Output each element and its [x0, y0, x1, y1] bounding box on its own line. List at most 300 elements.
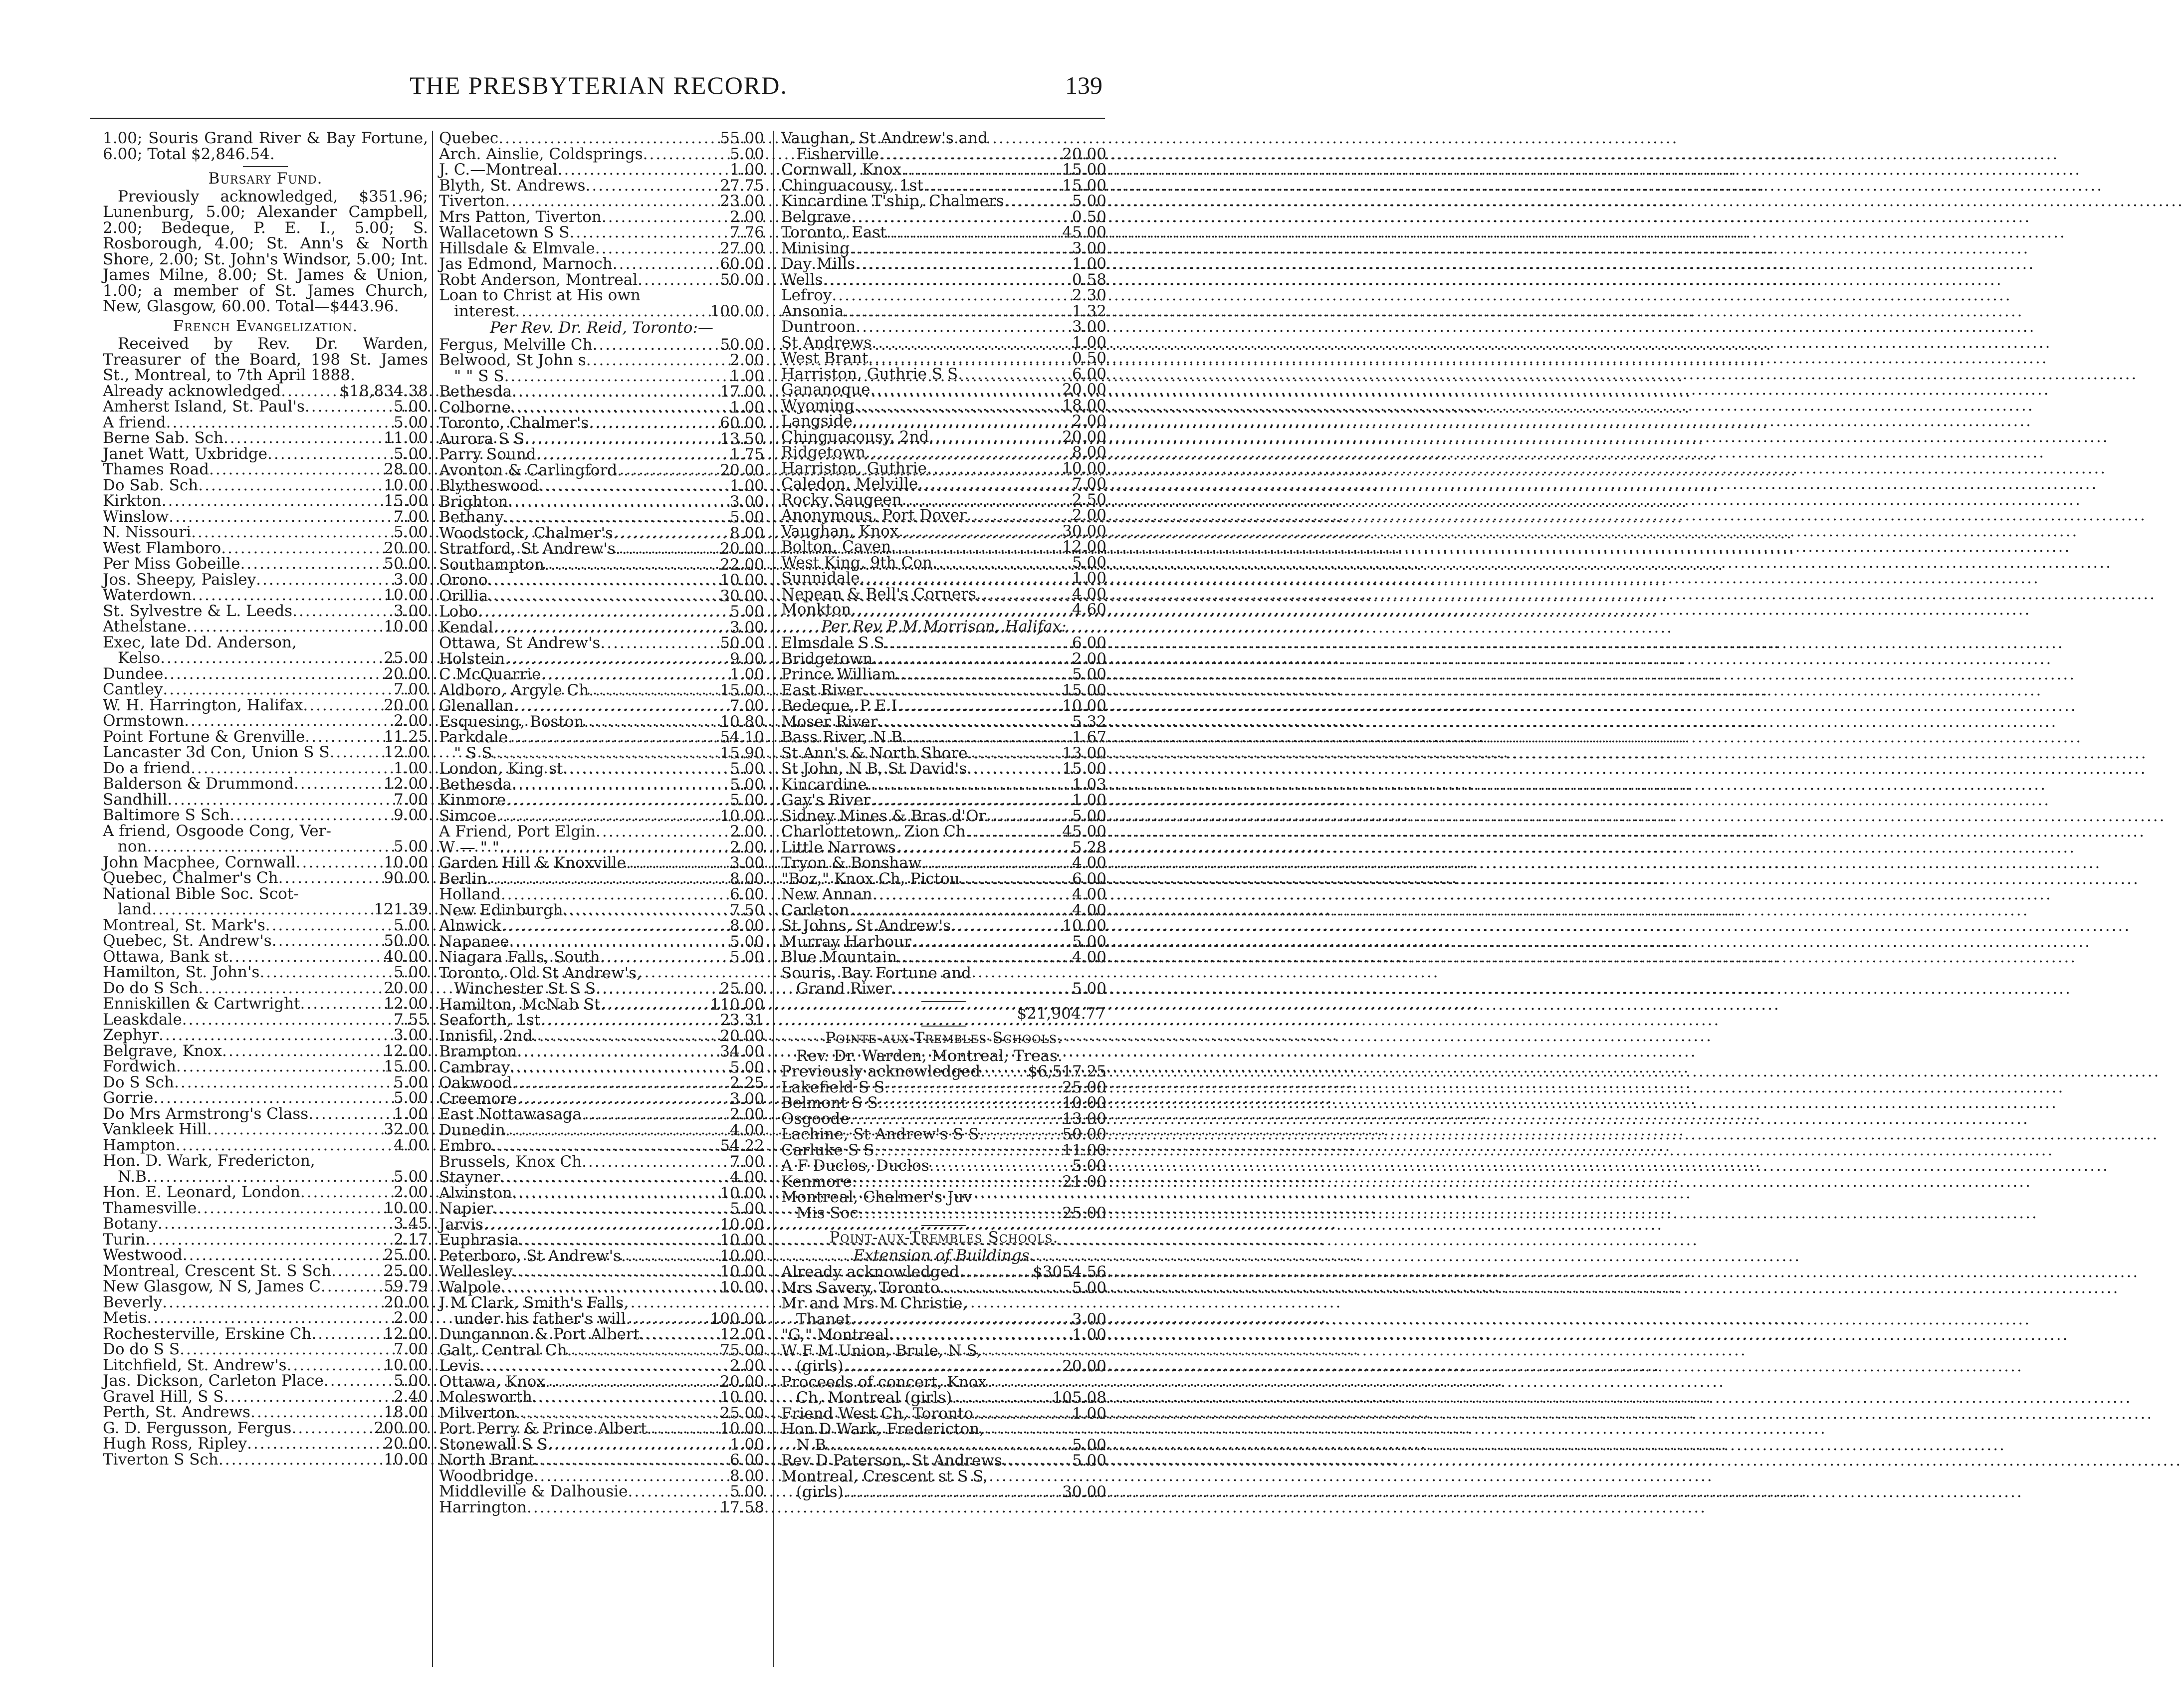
contributor-name: Gay's River: [781, 791, 871, 809]
contribution-amount: 12.00: [384, 775, 428, 793]
contribution-amount: 1.00: [729, 1435, 764, 1454]
contribution-row: [439, 918, 764, 934]
contribution-amount: 2.00: [729, 838, 764, 856]
contribution-amount: 22.00: [720, 555, 764, 574]
dot-leader: [980, 1064, 1026, 1080]
dot-leader: [512, 384, 706, 400]
contribution-amount: 10.00: [1062, 697, 1106, 715]
dot-leader: [487, 871, 706, 887]
contribution-amount: 50.00: [720, 634, 764, 652]
contribution-row: [781, 635, 1106, 651]
dot-leader: [493, 1201, 706, 1217]
dot-leader: [874, 1143, 1049, 1159]
dot-leader: [595, 241, 706, 257]
dot-leader: [596, 824, 706, 840]
contribution-row: [439, 447, 764, 463]
dot-leader: [539, 478, 706, 494]
contributor-name: Rochesterville, Erskine Ch: [103, 1324, 312, 1343]
contribution-amount: 105.08: [1052, 1389, 1106, 1407]
contribution-row: [439, 730, 764, 746]
contributor-name: Sunnidale: [781, 569, 860, 587]
contributor-name: Leaskdale: [103, 1010, 182, 1029]
contributor-name: "G," Montreal: [781, 1326, 889, 1344]
contribution-amount: 5.00: [393, 398, 428, 416]
contribution-amount: 50.00: [720, 335, 764, 354]
dot-leader: [873, 887, 1049, 903]
page-title: THE PRESBYTERIAN RECORD.: [410, 71, 788, 99]
contribution-row: [439, 1201, 764, 1217]
contribution-row: [103, 808, 428, 824]
contributor-name: Belgrave: [781, 208, 852, 226]
contributor-name: Point Fortune & Grenville: [103, 727, 305, 746]
contribution-amount: 4.60: [1072, 601, 1106, 619]
contribution-amount: 7.00: [393, 507, 428, 526]
dot-leader: [187, 619, 370, 635]
contribution-amount: 3.00: [729, 1089, 764, 1108]
dot-leader: [515, 304, 706, 320]
contribution-row: [439, 651, 764, 667]
contribution-amount: 4.00: [1072, 948, 1106, 966]
contributor-name: Botany: [103, 1215, 158, 1233]
dot-leader: [586, 353, 706, 369]
contributor-name: Wells: [781, 270, 823, 289]
contribution-row: [781, 194, 1106, 210]
contribution-row: [781, 445, 1106, 461]
contributor-name: Toronto, Chalmer's: [439, 414, 589, 432]
contribution-amount: 2.00: [393, 712, 428, 730]
contribution-amount: 5.00: [729, 508, 764, 526]
contribution-amount: 10.00: [1062, 1094, 1106, 1112]
dot-leader: [584, 714, 706, 730]
contributor-name: Wallacetown S S: [439, 223, 570, 241]
contribution-row: [439, 1091, 764, 1107]
contributor-name: Kinmore: [439, 791, 506, 809]
contributor-name: J. C.—Montreal: [439, 161, 558, 179]
dot-leader: [540, 1013, 706, 1029]
contribution-row: [103, 1295, 428, 1311]
dot-leader: [308, 1106, 370, 1122]
contribution-row: [103, 1012, 428, 1028]
contributor-name: Euphrasia: [439, 1231, 519, 1249]
contribution-amount: 59.79: [384, 1277, 428, 1295]
contribution-row: [781, 1280, 1106, 1296]
contribution-amount: 1.00: [1072, 333, 1106, 352]
contribution-row: [103, 965, 428, 981]
contributor-name: Mis Soc: [796, 1204, 859, 1222]
contribution-row: [781, 981, 1106, 997]
dot-leader: [514, 698, 706, 714]
dot-leader: [267, 446, 370, 462]
dot-leader: [647, 1421, 706, 1437]
contribution-amount: 6.00: [1072, 365, 1106, 383]
dot-leader: [160, 650, 370, 666]
contributor-name: Colborne: [439, 398, 511, 417]
dot-leader: [866, 445, 1049, 461]
contributor-name: West Flamboro: [103, 539, 221, 557]
contribution-row: [103, 698, 428, 714]
contribution-row: [439, 1107, 764, 1123]
contribution-row: [103, 1342, 428, 1358]
dot-leader: [851, 1312, 1049, 1328]
dot-leader: [147, 1310, 370, 1326]
contribution-row: [781, 1375, 1106, 1391]
contribution-row: [781, 793, 1106, 809]
dot-leader: [191, 525, 370, 541]
contribution-row: [103, 1028, 428, 1044]
contribution-amount: 20.00: [1062, 381, 1106, 399]
contribution-row: [103, 604, 428, 620]
contribution-amount: 5.00: [729, 948, 764, 966]
dot-leader: [191, 761, 370, 777]
dot-leader: [247, 1436, 370, 1452]
section-rule: [921, 1026, 966, 1027]
contributor-name: A Friend, Port Elgin: [439, 823, 596, 841]
contributor-name: Orono: [439, 571, 488, 589]
contribution-row: [103, 1201, 428, 1217]
contributor-name: Bolton, Caven: [781, 538, 891, 556]
contribution-amount: 1.00: [1072, 255, 1106, 273]
contribution-amount: 13.00: [1062, 1109, 1106, 1128]
contributor-name: Duntroon: [781, 318, 856, 336]
contributor-name: West King, 9th Con: [781, 553, 932, 572]
dot-leader: [582, 1107, 706, 1123]
dot-leader: [167, 792, 370, 808]
dot-leader: [488, 589, 706, 605]
dot-leader: [513, 1264, 706, 1280]
contribution-row: [103, 384, 428, 400]
dot-leader: [505, 651, 706, 667]
contributor-name: Glenallan: [439, 697, 514, 715]
dot-leader: [480, 1358, 706, 1374]
contribution-amount: 5.00: [1072, 807, 1106, 825]
contribution-amount: 5.00: [729, 775, 764, 794]
contributor-name: Thamesville: [103, 1199, 197, 1217]
contributor-name: Walpole: [439, 1278, 501, 1296]
dot-leader: [499, 840, 706, 856]
contributor-name: Mrs Patton, Tiverton: [439, 208, 602, 226]
dot-leader: [951, 918, 1049, 934]
contributor-name: Esquesing, Boston: [439, 712, 584, 731]
dot-leader: [501, 918, 706, 934]
contribution-row: [103, 619, 428, 635]
contribution-amount: 4.00: [393, 1136, 428, 1154]
contribution-row: [439, 288, 764, 304]
contribution-row: [781, 147, 1106, 163]
dot-leader: [976, 587, 1049, 603]
contribution-amount: 27.00: [720, 239, 764, 257]
contribution-list: [781, 131, 1106, 618]
dot-leader: [932, 555, 1049, 571]
contribution-row: [781, 304, 1106, 320]
dot-leader: [498, 131, 706, 147]
contribution-amount: 7.55: [393, 1010, 428, 1029]
contributor-name: Lancaster 3d Con, Union S S: [103, 743, 330, 761]
contribution-row: [439, 1170, 764, 1186]
contribution-amount: 10.00: [720, 1247, 764, 1265]
contributor-name: Ch, Montreal (girls): [796, 1389, 952, 1407]
contributor-name: East River: [781, 681, 863, 699]
dot-leader: [159, 1028, 370, 1044]
dot-leader: [512, 1186, 706, 1202]
contribution-amount: 10.00: [384, 1199, 428, 1217]
contribution-amount: 12.00: [720, 1325, 764, 1343]
contribution-amount: 7.00: [729, 697, 764, 715]
contributor-name: interest: [454, 302, 515, 320]
dot-leader: [868, 351, 1049, 367]
contribution-row: [439, 573, 764, 589]
dot-leader: [505, 194, 706, 210]
dot-leader: [596, 981, 706, 997]
dot-leader: [536, 447, 706, 463]
contribution-row: [439, 1343, 764, 1359]
contributor-name: Levis: [439, 1357, 480, 1375]
contribution-amount: 5.00: [729, 1058, 764, 1076]
contribution-row: [103, 509, 428, 525]
contribution-amount: 90.00: [384, 869, 428, 887]
contributor-name: Port Perry & Prince Albert: [439, 1420, 647, 1438]
contribution-amount: 3.00: [1072, 1310, 1106, 1328]
contribution-amount: 20.00: [384, 696, 428, 714]
contribution-row: [781, 1111, 1106, 1127]
contribution-row: [439, 589, 764, 605]
dot-leader: [589, 683, 706, 699]
contributor-name: Mr and Mrs M Christie,: [781, 1294, 968, 1312]
dot-leader: [508, 730, 706, 746]
dot-leader: [849, 903, 1049, 919]
dot-leader: [856, 319, 1049, 335]
contribution-amount: 2.17: [393, 1230, 428, 1249]
contributor-name: Quebec, Chalmer's Ch: [103, 869, 278, 887]
contribution-amount: 12.00: [1062, 538, 1106, 556]
dot-leader: [986, 809, 1049, 825]
contributor-name: Rocky Saugeen: [781, 490, 902, 509]
contribution-amount: 20.00: [1062, 145, 1106, 163]
contribution-amount: 7.00: [1072, 475, 1106, 493]
contributor-name: Lobo: [439, 603, 478, 621]
dot-leader: [884, 1080, 1049, 1096]
contributor-name: Avonton & Carlingford: [439, 461, 618, 479]
dot-leader: [221, 541, 370, 557]
contribution-amount: 4.00: [729, 1168, 764, 1186]
contribution-amount: 7.76: [729, 223, 764, 241]
contribution-row: [439, 1390, 764, 1406]
contributor-name: Cambray: [439, 1058, 510, 1076]
dot-leader: [545, 1374, 706, 1390]
dot-leader: [517, 1044, 706, 1060]
contribution-row: [781, 335, 1106, 351]
dot-leader: [517, 1091, 706, 1107]
dot-leader: [911, 934, 1049, 950]
contribution-amount: 25.00: [384, 1262, 428, 1280]
dot-leader: [303, 698, 370, 714]
contribution-amount: 28.00: [384, 460, 428, 478]
morrison-halifax-subheading: Per Rev P M Morrison, Halifax:: [821, 617, 1067, 635]
contribution-row: [103, 1452, 428, 1468]
contribution-amount: 25.00: [1062, 1204, 1106, 1222]
contribution-row: [103, 1153, 428, 1169]
dot-leader: [541, 667, 706, 683]
dot-leader: [854, 398, 1049, 414]
contribution-row: [439, 1374, 764, 1390]
contribution-amount: 10.00: [720, 1231, 764, 1249]
contribution-row: [103, 588, 428, 604]
dot-leader: [224, 1389, 370, 1405]
contribution-row: [781, 1327, 1106, 1343]
contribution-row: [781, 1343, 1106, 1359]
contribution-amount: 2.00: [729, 823, 764, 841]
contributor-name: Carleton: [781, 901, 850, 919]
contribution-amount: 5.00: [393, 963, 428, 981]
contribution-row: [781, 476, 1106, 492]
french-evangelization-text: Received by Rev. Dr. Warden, Treasurer of the Board, 198 St. James St., Montreal, to 7th April 1888.: [103, 335, 428, 384]
dot-leader: [979, 1127, 1049, 1143]
contribution-amount: 15.00: [1062, 760, 1106, 778]
contribution-row: [439, 1138, 764, 1154]
contribution-amount: 6.00: [729, 885, 764, 903]
contribution-amount: 5.00: [729, 791, 764, 809]
dot-leader: [281, 384, 337, 400]
dot-leader: [884, 635, 1049, 651]
contributor-name: Embro: [439, 1137, 492, 1155]
contributor-name: Hon. D. Wark, Fredericton,: [103, 1152, 315, 1170]
contribution-row: [781, 429, 1106, 445]
contribution-amount: 20.00: [720, 540, 764, 558]
dot-leader: [897, 698, 1049, 714]
contribution-amount: 5.32: [1072, 712, 1106, 731]
contribution-row: [103, 1169, 428, 1185]
dot-leader: [163, 682, 370, 698]
contribution-row: [781, 698, 1106, 714]
contributor-name: Moser River: [781, 712, 878, 731]
contribution-row: [439, 162, 764, 178]
contribution-amount: 34.00: [720, 1043, 764, 1060]
dot-leader: [534, 1453, 706, 1469]
contribution-amount: 1.00: [729, 367, 764, 385]
dot-leader: [198, 981, 370, 997]
contributor-name: St John, N B, St David's: [781, 760, 967, 778]
contribution-row: [439, 997, 764, 1013]
contributor-name: Winchester St S S: [454, 980, 596, 998]
contributor-name: New Glasgow, N S, James C: [103, 1277, 321, 1295]
contributor-name: St Ann's & North Shore: [781, 744, 968, 762]
contributor-name: Bass River, N B: [781, 728, 902, 746]
contribution-amount: 1.00: [1072, 569, 1106, 587]
contributor-name: Do a friend: [103, 759, 191, 777]
contribution-row: [781, 1359, 1106, 1375]
contribution-row: [103, 1264, 428, 1279]
contributor-name: Hamilton, McNab St: [439, 995, 601, 1014]
contribution-row: [103, 666, 428, 682]
treasurer-line: Rev. Dr. Warden, Montreal, Treas.: [796, 1047, 1063, 1065]
contribution-row: [103, 541, 428, 557]
contributor-name: London, King st: [439, 760, 563, 778]
contributor-name: Orillia: [439, 587, 488, 605]
dot-leader: [844, 1359, 1049, 1375]
dot-leader: [929, 429, 1049, 445]
contribution-amount: 10.00: [720, 1388, 764, 1406]
dot-leader: [844, 304, 1049, 320]
contribution-amount: 5.00: [729, 1482, 764, 1500]
dot-leader: [966, 824, 1049, 840]
contribution-row: [103, 824, 428, 840]
contributor-name: East Nottawasaga: [439, 1105, 582, 1123]
contribution-row: [103, 1122, 428, 1138]
contributor-name: Parkdale: [439, 728, 508, 746]
contributor-name: Proceeds of concert, Knox: [781, 1373, 987, 1391]
contribution-amount: 2.00: [729, 1357, 764, 1375]
contributor-name: J M Clark, Smith's Falls,: [439, 1294, 629, 1312]
contribution-amount: 5.00: [393, 1089, 428, 1107]
contributor-name: Toronto, East: [781, 223, 886, 241]
contributor-name: Anonymous, Port Dover: [781, 506, 967, 524]
contributor-name: Waterdown: [103, 586, 192, 604]
contribution-amount: 5.00: [1072, 192, 1106, 210]
contribution-amount: 3.00: [729, 618, 764, 636]
contribution-amount: 3.00: [393, 602, 428, 620]
contribution-amount: 1.67: [1072, 728, 1106, 746]
dot-leader: [183, 1248, 370, 1264]
dot-leader: [153, 1090, 370, 1106]
contributor-name: Hugh Ross, Ripley: [103, 1435, 247, 1453]
contribution-amount: 5.00: [1072, 665, 1106, 683]
contribution-amount: 18.00: [384, 1403, 428, 1421]
contribution-amount: 23.00: [720, 192, 764, 210]
contribution-row: [439, 777, 764, 793]
dot-leader: [850, 1111, 1049, 1127]
contributor-name: Harriston, Guthrie: [781, 459, 927, 477]
contribution-row: [103, 1106, 428, 1122]
contribution-row: [781, 1158, 1106, 1174]
dot-leader: [921, 855, 1049, 871]
contribution-amount: 2.00: [1072, 649, 1106, 668]
contribution-amount: 10.00: [384, 1450, 428, 1469]
contribution-amount: 200.00: [374, 1419, 428, 1437]
contribution-row: [781, 667, 1106, 683]
contribution-amount: 55.00: [720, 129, 764, 147]
contribution-row: [439, 147, 764, 163]
contribution-amount: 2.30: [1072, 286, 1106, 304]
contributor-name: Dundee: [103, 664, 164, 683]
contribution-row: [781, 966, 1106, 982]
contribution-row: [781, 162, 1106, 178]
contribution-amount: 1.00: [393, 759, 428, 777]
contributor-name: North Brant: [439, 1451, 535, 1469]
contribution-row: [439, 463, 764, 479]
contribution-amount: 4.00: [1072, 854, 1106, 872]
contributor-name: Perth, St. Andrews: [103, 1403, 250, 1421]
contributor-name: Westwood: [103, 1246, 183, 1264]
contribution-row: [781, 1469, 1106, 1485]
dot-leader: [626, 1311, 706, 1327]
contributor-name: " S S: [454, 744, 492, 762]
contributor-name: Alnwick: [439, 917, 501, 935]
contribution-row: [439, 871, 764, 887]
contribution-row: [781, 398, 1106, 414]
contribution-amount: 3.45: [393, 1215, 428, 1233]
contributor-name: " " S S: [454, 367, 504, 385]
contributor-name: Holstein: [439, 649, 505, 668]
contribution-row: [781, 683, 1106, 699]
contributor-name: Innisfil, 2nd: [439, 1027, 533, 1045]
contributor-name: Prince William: [781, 665, 896, 683]
contributor-name: Stonewall S S: [439, 1435, 548, 1454]
contribution-row: [781, 1143, 1106, 1159]
contribution-amount: 20.00: [384, 539, 428, 557]
contribution-row: [781, 492, 1106, 508]
contributor-name: Do do S Sch: [103, 979, 199, 997]
contribution-amount: 1.00: [1072, 1404, 1106, 1423]
contribution-row: [781, 587, 1106, 603]
